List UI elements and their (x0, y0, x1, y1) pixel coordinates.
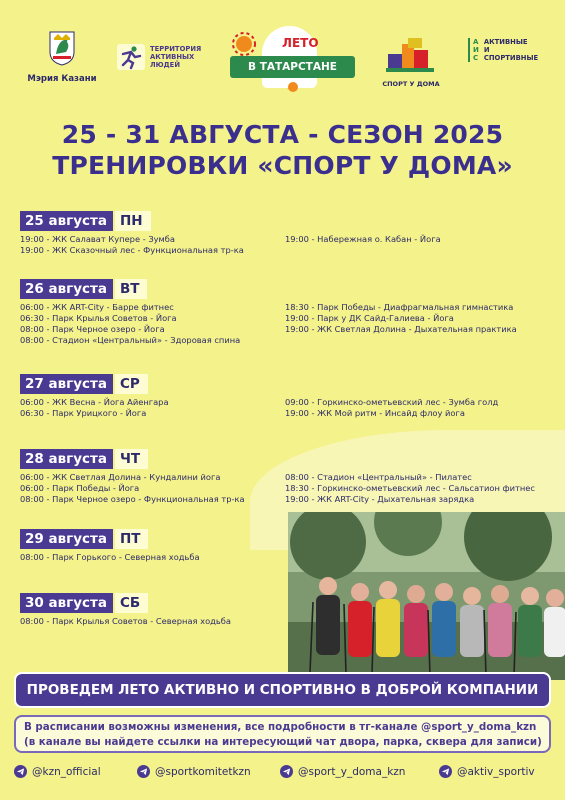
leto-v-tatarstane-label: В ТАТАРСТАНЕ (230, 56, 355, 78)
day-of-week-label: ПН (115, 211, 151, 231)
schedule-event: 08:00 - Стадион «Центральный» - Здоровая спина (20, 335, 241, 345)
ais-letter-i: И (473, 46, 479, 54)
day-of-week-label: ПТ (115, 529, 149, 549)
day-block-tue (20, 279, 550, 345)
day-date-label: 25 августа (20, 211, 113, 231)
social-link-sport-y-doma[interactable] (280, 765, 405, 778)
telegram-icon (280, 765, 293, 778)
kazan-mayor-logo (22, 30, 102, 84)
running-person-icon (117, 44, 145, 70)
social-handle: @aktiv_sportiv (457, 765, 535, 778)
schedule-event: 06:30 - Парк Крылья Советов - Йога (20, 313, 177, 323)
schedule-event: 18:30 - Парк Победы - Диафрагмальная гимнастика (285, 302, 514, 312)
notice-line-2: (в канале вы найдете ссылки на интересующий чат двора, парка, сквера для записи) (24, 736, 542, 748)
telegram-icon (14, 765, 27, 778)
schedule-event: 08:00 - Парк Черное озеро - Йога (20, 324, 165, 334)
ais-logo (468, 38, 538, 62)
day-date-label: 26 августа (20, 279, 113, 299)
social-link-kzn-official[interactable] (14, 765, 101, 778)
schedule-event: 06:00 - ЖК Весна - Йога Айенгара (20, 397, 169, 407)
day-of-week-label: СБ (115, 593, 148, 613)
leto-drop-icon (288, 82, 298, 92)
slogan-banner: ПРОВЕДЕМ ЛЕТО АКТИВНО И СПОРТИВНО В ДОБРОЙ КОМПАНИИ (14, 672, 551, 708)
social-handle: @sport_y_doma_kzn (298, 765, 406, 778)
social-link-sportkomitetkzn[interactable] (137, 765, 251, 778)
schedule-event: 08:00 - Парк Черное озеро - Функциональная тр-ка (20, 494, 245, 504)
notice-line-1: В расписании возможны изменения, все подробности в тг-канале @sport_y_doma_kzn (24, 721, 537, 733)
kazan-crest-icon (48, 30, 76, 66)
schedule-event: 19:00 - ЖК Мой ритм - Инсайд флоу йога (285, 408, 465, 418)
ais-letter-s: С (473, 54, 479, 62)
leto-v-tatarstane-logo (230, 22, 355, 96)
leto-word: ЛЕТО (282, 36, 319, 50)
schedule-event: 08:00 - Стадион «Центральный» - Пилатес (285, 472, 472, 482)
schedule-event: 09:00 - Горкинско-ометьевский лес - Зумба голд (285, 397, 499, 407)
blocks-house-icon (384, 36, 438, 74)
page-title-trainings: ТРЕНИРОВКИ «СПОРТ У ДОМА» (52, 151, 513, 180)
social-link-aktiv-sportiv[interactable] (439, 765, 535, 778)
schedule-event: 19:00 - ЖК Сказочный лес - Функциональная тр-ка (20, 245, 244, 255)
ais-word-2: И (483, 46, 490, 54)
schedule-event: 06:00 - ЖК Светлая Долина - Кундалини йога (20, 472, 221, 482)
day-of-week-label: ЧТ (115, 449, 148, 469)
schedule-event: 06:00 - ЖК ART-City - Барре фитнес (20, 302, 174, 312)
schedule-event: 19:00 - ЖК Светлая Долина - Дыхательная практика (285, 324, 517, 334)
partner-logos (0, 22, 565, 102)
day-date-label: 28 августа (20, 449, 113, 469)
day-date-label: 27 августа (20, 374, 113, 394)
social-handle: @sportkomitetkzn (155, 765, 251, 778)
ais-letter-a: А (473, 38, 479, 46)
territory-word-3: ЛЮДЕЙ (150, 61, 181, 69)
schedule-event: 08:00 - Парк Крылья Советов - Северная ходьба (20, 616, 231, 626)
sport-u-doma-label: СПОРТ У ДОМА (382, 80, 440, 88)
telegram-icon (137, 765, 150, 778)
schedule-event: 18:30 - Горкинско-ометьевский лес - Сальсатион фитнес (285, 483, 535, 493)
schedule-event: 08:00 - Парк Горького - Северная ходьба (20, 552, 200, 562)
schedule-notice (14, 715, 551, 753)
social-footer (14, 765, 554, 785)
sport-u-doma-logo (380, 36, 442, 88)
day-date-label: 30 августа (20, 593, 113, 613)
schedule-event: 06:30 - Парк Урицкого - Йога (20, 408, 147, 418)
day-block-mon (20, 211, 550, 255)
day-block-fri (20, 529, 550, 562)
day-block-wed (20, 374, 550, 418)
territory-word-1: ТЕРРИТОРИЯ (150, 45, 202, 53)
kazan-logo-label: Мэрия Казани (27, 74, 97, 84)
schedule-event: 19:00 - ЖК ART-City - Дыхательная зарядка (285, 494, 475, 504)
day-date-label: 29 августа (20, 529, 113, 549)
schedule-event: 19:00 - Парк у ДК Сайд-Галиева - Йога (285, 313, 454, 323)
day-of-week-label: ВТ (115, 279, 148, 299)
day-of-week-label: СР (115, 374, 148, 394)
day-block-sat (20, 593, 550, 626)
ais-word-3: СПОРТИВНЫЕ (483, 54, 539, 62)
day-block-thu (20, 449, 550, 504)
schedule-event: 19:00 - Набережная о. Кабан - Йога (285, 234, 441, 244)
page-title-dates: 25 - 31 АВГУСТА - СЕЗОН 2025 (61, 120, 504, 149)
territory-word-2: АКТИВНЫХ (150, 53, 195, 61)
territory-logo (117, 44, 201, 70)
ais-word-1: АКТИВНЫЕ (483, 38, 528, 46)
social-handle: @kzn_official (32, 765, 101, 778)
schedule-event: 06:00 - Парк Победы - Йога (20, 483, 140, 493)
schedule-event: 19:00 - ЖК Салават Купере - Зумба (20, 234, 176, 244)
telegram-icon (439, 765, 452, 778)
